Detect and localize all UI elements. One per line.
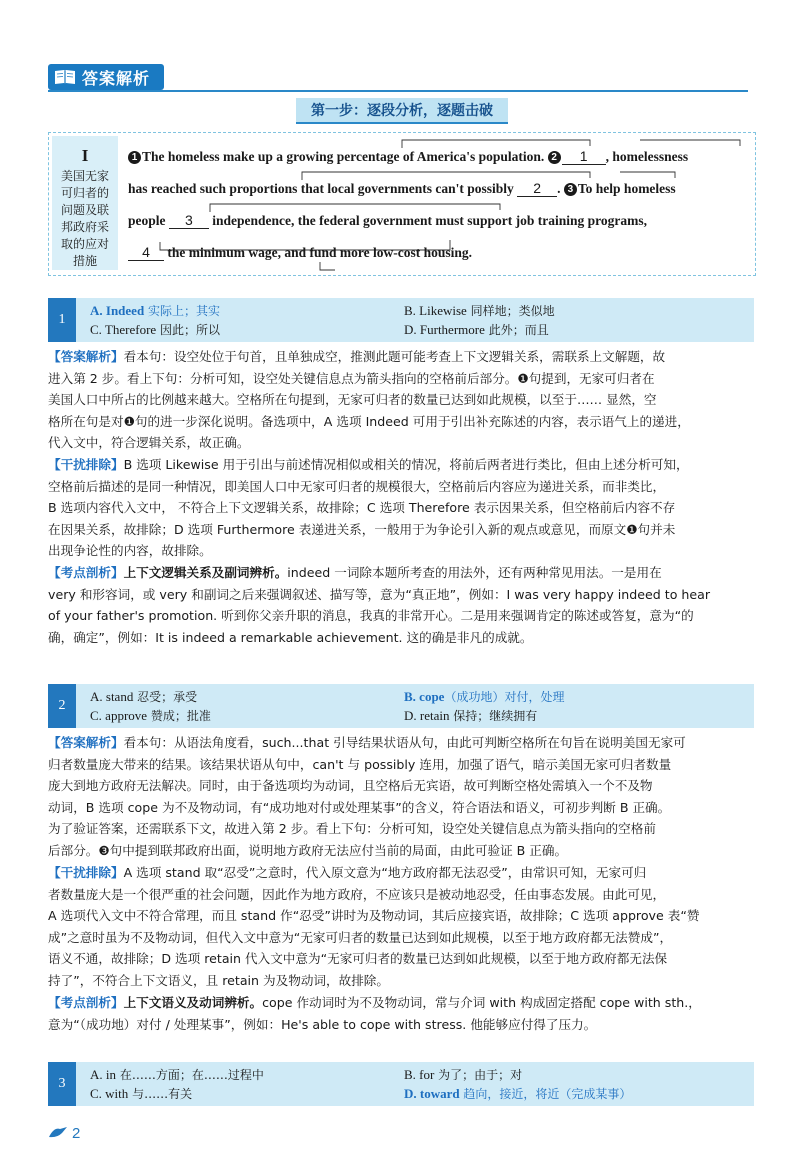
- page-footer: [48, 1124, 80, 1143]
- option-a: A. in 在……方面；在……过程中: [90, 1067, 264, 1082]
- page-mark-icon: [48, 1124, 68, 1143]
- q2-distractor-analysis: 【干扰排除】A 选项 stand 取“忍受”之意时，代入原文意为“地方政府都无法忍受”，由常识可知，无家可归 者数量庞大是一个很严重的社会问题，因此作为地方政府，不应该只是被动地忍受，任由事态发展。由此可见， A 选项代入文中不符合常理，而且 stand 作“忍受”讲时为及物动词，其后应接宾语，故排除；C 选项 approve 表“赞 成”之意时虽为不及物动词，但代入文中意为“无家可归者的数量已达到如此规模，以至于地方政府都无法赞成”， 语义不通，故排除；D 选项 retain 代入文中意为“无家可归者的数量已达到如此规模，以至于地方政府都无法保 持了”，不符合上下文语义，且 retain 为及物动词，故排除。: [48, 865, 700, 988]
- q2-answer-analysis: 【答案解析】看本句：从语法角度看，such...that 引导结果状语从句，由此可判断空格所在句旨在说明美国无家可 归者数量庞大带来的结果。该结果状语从句中，can't 与 possibly 连用，加强了语气，暗示美国无家可归者数量 庞大到地方政府无法解决。同时，由于备选项均为动词，且空格后无宾语，故可判断空格处需填入一个不及物 动词，B 选项 cope 为不及物动词，有“成功地对付或处理某事”的含义，符合语法和语义，可初步判断 B 正确。 为了验证答案，还需联系下文，故进入第 2 步。看上下句：分析可知，设空处关键信息点为箭头指向的空格前 后部分。❸句中提到联邦政府出面，说明地方政府无法应付当前的局面，由此可验证 B 正确。: [48, 735, 686, 858]
- question-3-options: [48, 1062, 754, 1106]
- page-number: 2: [72, 1125, 81, 1142]
- blank-4: 4: [128, 244, 164, 261]
- section-header: [48, 64, 164, 90]
- blank-1: 1: [562, 148, 606, 165]
- question-1-options: [48, 298, 754, 342]
- option-c: C. approve 赞成；批准: [90, 708, 211, 723]
- option-c: C. with 与……有关: [90, 1086, 193, 1101]
- sentence-mark: 1: [128, 151, 141, 164]
- q2-point-analysis: 【考点剖析】上下文语义及动词辨析。cope 作动词时为不及物动词，常与介词 with 构成固定搭配 cope with sth.， 意为“（成功地）对付 / 处理某事”，例如：He's able to cope with stress. 他能够应付得了压力。: [48, 995, 701, 1032]
- option-a: A. Indeed 实际上；其实: [90, 303, 221, 318]
- passage-line-3: people 3 independence, the federal government must support job training programs,: [128, 212, 648, 228]
- option-d: D. Furthermore 此外；而且: [404, 322, 549, 337]
- question-number: 3: [48, 1062, 76, 1106]
- passage-side-panel: [52, 136, 118, 270]
- option-b: B. cope（成功地）对付，处理: [404, 689, 565, 704]
- q1-answer-analysis: 【答案解析】看本句：设空处位于句首，且单独成空，推测此题可能考查上下文逻辑关系，需联系上文解题，故 进入第 2 步。看上下句：分析可知，设空处关键信息点为箭头指向的空格前后部分。❶句提到，无家可归者在 美国人口中所占的比例越来越大。空格所在句提到，无家可归者的数量已达到如此规模，以至于…… 显然，空 格所在句是对❶句的进一步深化说明。备选项中，A 选项 Indeed 可用于引出补充陈述的内容，表示语气上的递进， 代入文中，符合逻辑关系，故正确。: [48, 349, 690, 451]
- passage-line-1: 1 The homeless make up a growing percentage of America's population. 2 1 , homelessness: [128, 148, 688, 165]
- option-b: B. for 为了；由于；对: [404, 1067, 523, 1082]
- header-rule: [48, 90, 748, 92]
- paragraph-number: I: [81, 146, 89, 165]
- question-number: 1: [48, 298, 76, 342]
- question-number: 2: [48, 684, 76, 728]
- option-d: D. toward 趋向，接近，将近（完成某事）: [404, 1086, 632, 1101]
- blank-3: 3: [169, 212, 209, 229]
- passage-line-2: has reached such proportions that local governments can't possibly 2 . 3 To help homeless: [128, 180, 676, 196]
- blank-2: 2: [517, 180, 557, 197]
- passage-line-4: 4 the minimum wage, and fund more low-cost housing.: [128, 244, 472, 261]
- option-b: B. Likewise 同样地；类似地: [404, 303, 555, 318]
- section-title: 答案解析: [82, 70, 151, 88]
- option-d: D. retain 保持；继续拥有: [404, 708, 538, 723]
- q1-point-analysis: 【考点剖析】上下文逻辑关系及副词辨析。indeed 一词除本题所考查的用法外，还有两种常见用法。一是用在 very 和形容词，或 very 和副词之后来强调叙述、描写等，意为“真正地”，例如：I was very happy indeed to hear of your father's promotion. 听到你父亲升职的消息，我真的非常开心。二是用来强调肯定的陈述或答复，意为“的 确，确定”，例如：It is indeed a remarkable achievement. 这的确是非凡的成就。: [48, 565, 711, 645]
- sentence-mark: 2: [548, 151, 561, 164]
- question-2-options: [48, 684, 754, 728]
- side-caption: 美国无家 可归者的 问题及联 邦政府采 取的应对 措施: [60, 169, 109, 268]
- option-a: A. stand 忍受；承受: [90, 689, 198, 704]
- q1-distractor-analysis: 【干扰排除】B 选项 Likewise 用于引出与前述情况相似或相关的情况，将前后两者进行类比，但由上述分析可知， 空格前后描述的是同一种情况，即美国人口中无家可归者的规模很大，空格前后内容应为递进关系，而非类比， B 选项内容代入文中， 不符合上下文逻辑关系，故排除；C 选项 Therefore 表示因果关系，但空格前后内容不存 在因果关系，故排除；D 选项 Furthermore 表递进关系，一般用于为争论引入新的观点或意见，而原文❶句并未 出现争论性的内容，故排除。: [48, 457, 689, 559]
- book-icon: [54, 68, 76, 86]
- sentence-mark: 3: [564, 183, 577, 196]
- option-c: C. Therefore 因此；所以: [90, 322, 221, 337]
- step-title: 第一步：逐段分析，逐题击破: [296, 98, 508, 124]
